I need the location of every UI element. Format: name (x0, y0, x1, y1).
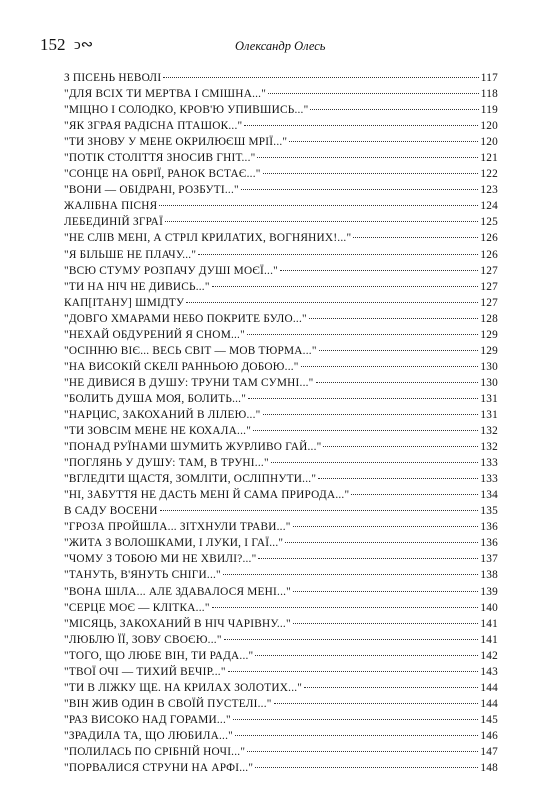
toc-entry-title: "ВГЛЕДІТИ ЩАСТЯ, ЗОМЛІТИ, ОСЛІПНУТИ..." (64, 473, 317, 486)
toc-entry-title: КАП[ІТАНУ] ШМІДТУ (64, 296, 185, 309)
toc-entry-title: "ЧОМУ З ТОБОЮ МИ НЕ ХВИЛІ?..." (64, 553, 257, 566)
toc-entry-title: "НЕХАЙ ОБДУРЕНИЙ Я СНОМ..." (64, 328, 245, 341)
ornament-icon: ↄ∾ (74, 37, 94, 53)
toc-entry-page: 136 (480, 521, 498, 534)
toc-entry-title: "ТОГО, ЩО ЛЮБЕ ВІН, ТИ РАДА..." (64, 649, 254, 662)
toc-entry-page: 132 (480, 441, 498, 454)
toc-entry-page: 131 (480, 408, 498, 421)
dot-leader (301, 352, 479, 367)
toc-entry-page: 135 (480, 505, 498, 518)
dot-leader (186, 288, 478, 303)
dot-leader (212, 272, 479, 287)
toc-entry-page: 142 (480, 649, 498, 662)
toc-entry-title: "ВОНИ — ОБІДРАНІ, РОЗБУТІ..." (64, 184, 239, 197)
toc-entry-title: "ВІН ЖИВ ОДИН В СВОЇЙ ПУСТЕЛІ..." (64, 697, 272, 710)
toc-entry-title: "НАРЦИС, ЗАКОХАНИЙ В ЛІЛЕЮ..." (64, 408, 261, 421)
dot-leader (248, 384, 478, 399)
dot-leader (255, 753, 478, 768)
toc-entry-page: 133 (480, 473, 498, 486)
toc-entry-page: 133 (480, 457, 498, 470)
dot-leader (285, 528, 478, 543)
dot-leader (293, 609, 479, 624)
toc-entry-title: "ПОРВАЛИСЯ СТРУНИ НА АРФІ..." (64, 762, 254, 775)
toc-entry-title: "ТВОЇ ОЧІ — ТИХИЙ ВЕЧІР..." (64, 665, 226, 678)
dot-leader (310, 95, 478, 110)
dot-leader (304, 673, 478, 688)
toc-entry-page: 129 (480, 344, 498, 357)
dot-leader (244, 111, 478, 126)
dot-leader (247, 320, 478, 335)
dot-leader (316, 368, 479, 383)
toc-entry-title: "ТАНУТЬ, В'ЯНУТЬ СНІГИ..." (64, 569, 221, 582)
toc-entry-title: "НЕ СЛІВ МЕНІ, А СТРІЛ КРИЛАТИХ, ВОГНЯНИХ!..." (64, 232, 352, 245)
dot-leader (319, 336, 479, 351)
dot-leader (165, 207, 478, 222)
toc-entry-page: 127 (480, 296, 498, 309)
toc-entry-page: 117 (480, 72, 498, 84)
toc-entry-title: "ЯК ЗГРАЯ РАДІСНА ПТАШОК..." (64, 120, 243, 133)
toc-entry-title: "Я БІЛЬШЕ НЕ ПЛАЧУ..." (64, 248, 197, 261)
toc-entry-page: 120 (480, 136, 498, 149)
toc-entry-title: ЖАЛІБНА ПІСНЯ (64, 200, 158, 213)
toc-entry-title: ЛЕБЕДИНІЙ ЗГРАЇ (64, 216, 164, 229)
toc-entry-page: 130 (480, 360, 498, 373)
toc-entry-title: "МІСЯЦЬ, ЗАКОХАНИЙ В НІЧ ЧАРІВНУ..." (64, 617, 291, 630)
toc-entry-title: "ПОНАД РУЇНАМИ ШУМИТЬ ЖУРЛИВО ГАЙ..." (64, 441, 322, 454)
dot-leader (263, 400, 479, 415)
toc-entry-page: 144 (480, 697, 498, 710)
dot-leader (280, 256, 478, 271)
dot-leader (163, 63, 478, 78)
dot-leader (263, 159, 479, 174)
toc-entry-page: 136 (480, 537, 498, 550)
toc-entry-title: "НЕ ДИВИСЯ В ДУШУ: ТРУНИ ТАМ СУМНІ..." (64, 376, 314, 389)
toc-entry-page: 123 (480, 184, 498, 197)
dot-leader (318, 464, 478, 479)
toc-entry-title: "ЗРАДИЛА ТА, ЩО ЛЮБИЛА..." (64, 729, 233, 742)
toc-entry-page: 126 (480, 232, 498, 245)
toc-entry-title: З ПІСЕНЬ НЕВОЛІ (64, 72, 162, 84)
dot-leader (255, 641, 478, 656)
toc-entry-title: "ДОВГО ХМАРАМИ НЕБО ПОКРИТЕ БУЛО..." (64, 312, 307, 325)
toc-entry-page: 141 (480, 617, 498, 630)
toc-entry-title: "ОСІННЮ ВІЄ... ВЕСЬ СВІТ — МОВ ТЮРМА..." (64, 344, 317, 357)
toc-entry-page: 131 (480, 392, 498, 405)
dot-leader (241, 175, 479, 190)
toc-entry-title: В САДУ ВОСЕНИ (64, 505, 158, 518)
toc-entry-page: 119 (480, 104, 498, 117)
toc-entry-title: "РАЗ ВИСОКО НАД ГОРАМИ..." (64, 713, 231, 726)
toc-entry-title: "ТИ ЗОВСІМ МЕНЕ НЕ КОХАЛА..." (64, 425, 252, 438)
dot-leader (289, 127, 478, 142)
toc-entry-page: 139 (480, 585, 498, 598)
toc-entry-page: 141 (480, 633, 498, 646)
toc-entry-title: "ГРОЗА ПРОЙШЛА... ЗІТХНУЛИ ТРАВИ..." (64, 521, 291, 534)
toc-entry-title: "ТИ НА НІЧ НЕ ДИВИСЬ..." (64, 280, 210, 293)
dot-leader (160, 496, 479, 511)
toc-entry-page: 132 (480, 425, 498, 438)
toc-entry-title: "СОНЦЕ НА ОБРІЇ, РАНОК ВСТАЄ..." (64, 168, 261, 181)
dot-leader (223, 560, 478, 575)
toc-entry-title: "БОЛИТЬ ДУША МОЯ, БОЛИТЬ..." (64, 392, 247, 405)
page-header (40, 34, 500, 56)
dot-leader (293, 512, 479, 527)
dot-leader (198, 240, 478, 255)
toc-entry-page: 121 (480, 152, 498, 165)
dot-leader (224, 625, 479, 640)
toc-entry-title: "ВСЮ СТУМУ РОЗПАЧУ ДУШІ МОЄЇ..." (64, 264, 278, 277)
running-head-author: Олександр Олесь (235, 39, 326, 53)
dot-leader (235, 721, 478, 736)
dot-leader (247, 737, 478, 752)
toc-entry-page: 146 (480, 729, 498, 742)
toc-entry-title: "ПОТІК СТОЛІТТЯ ЗНОСИВ ГНІТ..." (64, 152, 256, 165)
dot-leader (268, 79, 479, 94)
toc-entry-page: 127 (480, 264, 498, 277)
dot-leader (233, 705, 479, 720)
toc-entry-page: 144 (480, 681, 498, 694)
toc-entry-title: "ВОНА ШІЛА... АЛЕ ЗДАВАЛОСЯ МЕНІ..." (64, 585, 292, 598)
dot-leader (257, 143, 478, 158)
toc-entry-page: 143 (480, 665, 498, 678)
toc-entry-page: 147 (480, 745, 498, 758)
dot-leader (309, 304, 479, 319)
toc-entry-title: "НІ, ЗАБУТТЯ НЕ ДАСТЬ МЕНІ Й САМА ПРИРОДА..." (64, 489, 350, 502)
dot-leader (271, 448, 479, 463)
toc-entry-title: "ТИ В ЛІЖКУ ЩЕ. НА КРИЛАХ ЗОЛОТИХ..." (64, 681, 303, 694)
toc-entry-page: 148 (480, 762, 498, 775)
toc-entry-title: "ТИ ЗНОВУ У МЕНЕ ОКРИЛЮЄШ МРІЇ..." (64, 136, 288, 149)
dot-leader (159, 191, 478, 206)
toc-entry-title: "ЛЮБЛЮ ЇЇ, ЗОВУ СВОЄЮ..." (64, 633, 222, 646)
toc-entry-page: 125 (480, 216, 498, 229)
dot-leader (258, 544, 478, 559)
toc-entry-page: 129 (480, 328, 498, 341)
toc-entry-title: "ПОГЛЯНЬ У ДУШУ: ТАМ, В ТРУНІ..." (64, 457, 269, 470)
toc-entry-page: 138 (480, 569, 498, 582)
toc-entry-page: 134 (480, 489, 498, 502)
toc-entry-page: 124 (480, 200, 498, 213)
dot-leader (293, 577, 478, 592)
toc-entry-title: "СЕРЦЕ МОЄ — КЛІТКА..." (64, 601, 210, 614)
toc-entry-page: 140 (480, 601, 498, 614)
dot-leader (253, 416, 478, 431)
dot-leader (212, 593, 479, 608)
dot-leader (274, 689, 479, 704)
toc-entry-page: 122 (480, 168, 498, 181)
toc-entry-title: "ЖИТА З ВОЛОШКАМИ, І ЛУКИ, І ГАЇ..." (64, 537, 284, 550)
dot-leader (353, 223, 478, 238)
toc-entry-page: 137 (480, 553, 498, 566)
toc-entry-page: 145 (480, 713, 498, 726)
toc-entry-title: "ДЛЯ ВСІХ ТИ МЕРТВА І СМІШНА..." (64, 88, 267, 101)
toc-entry-title: "НА ВИСОКІЙ СКЕЛІ РАННЬОЮ ДОБОЮ..." (64, 360, 299, 373)
toc-entry-page: 130 (480, 376, 498, 389)
toc-entry-page: 120 (480, 120, 498, 133)
toc-entry-page: 128 (480, 312, 498, 325)
table-of-contents (64, 66, 498, 775)
toc-entry-title: "ПОЛИЛАСЬ ПО СРІБНІЙ НОЧІ..." (64, 745, 246, 758)
dot-leader (228, 657, 479, 672)
dot-leader (351, 480, 478, 495)
toc-entry-page: 127 (480, 280, 498, 293)
dot-leader (323, 432, 478, 447)
toc-entry-page: 118 (480, 88, 498, 101)
page-number: 152 (40, 35, 66, 54)
toc-entry-page: 126 (480, 248, 498, 261)
toc-entry-title: "МІЦНО І СОЛОДКО, КРОВ'Ю УПИВШИСЬ..." (64, 104, 309, 117)
